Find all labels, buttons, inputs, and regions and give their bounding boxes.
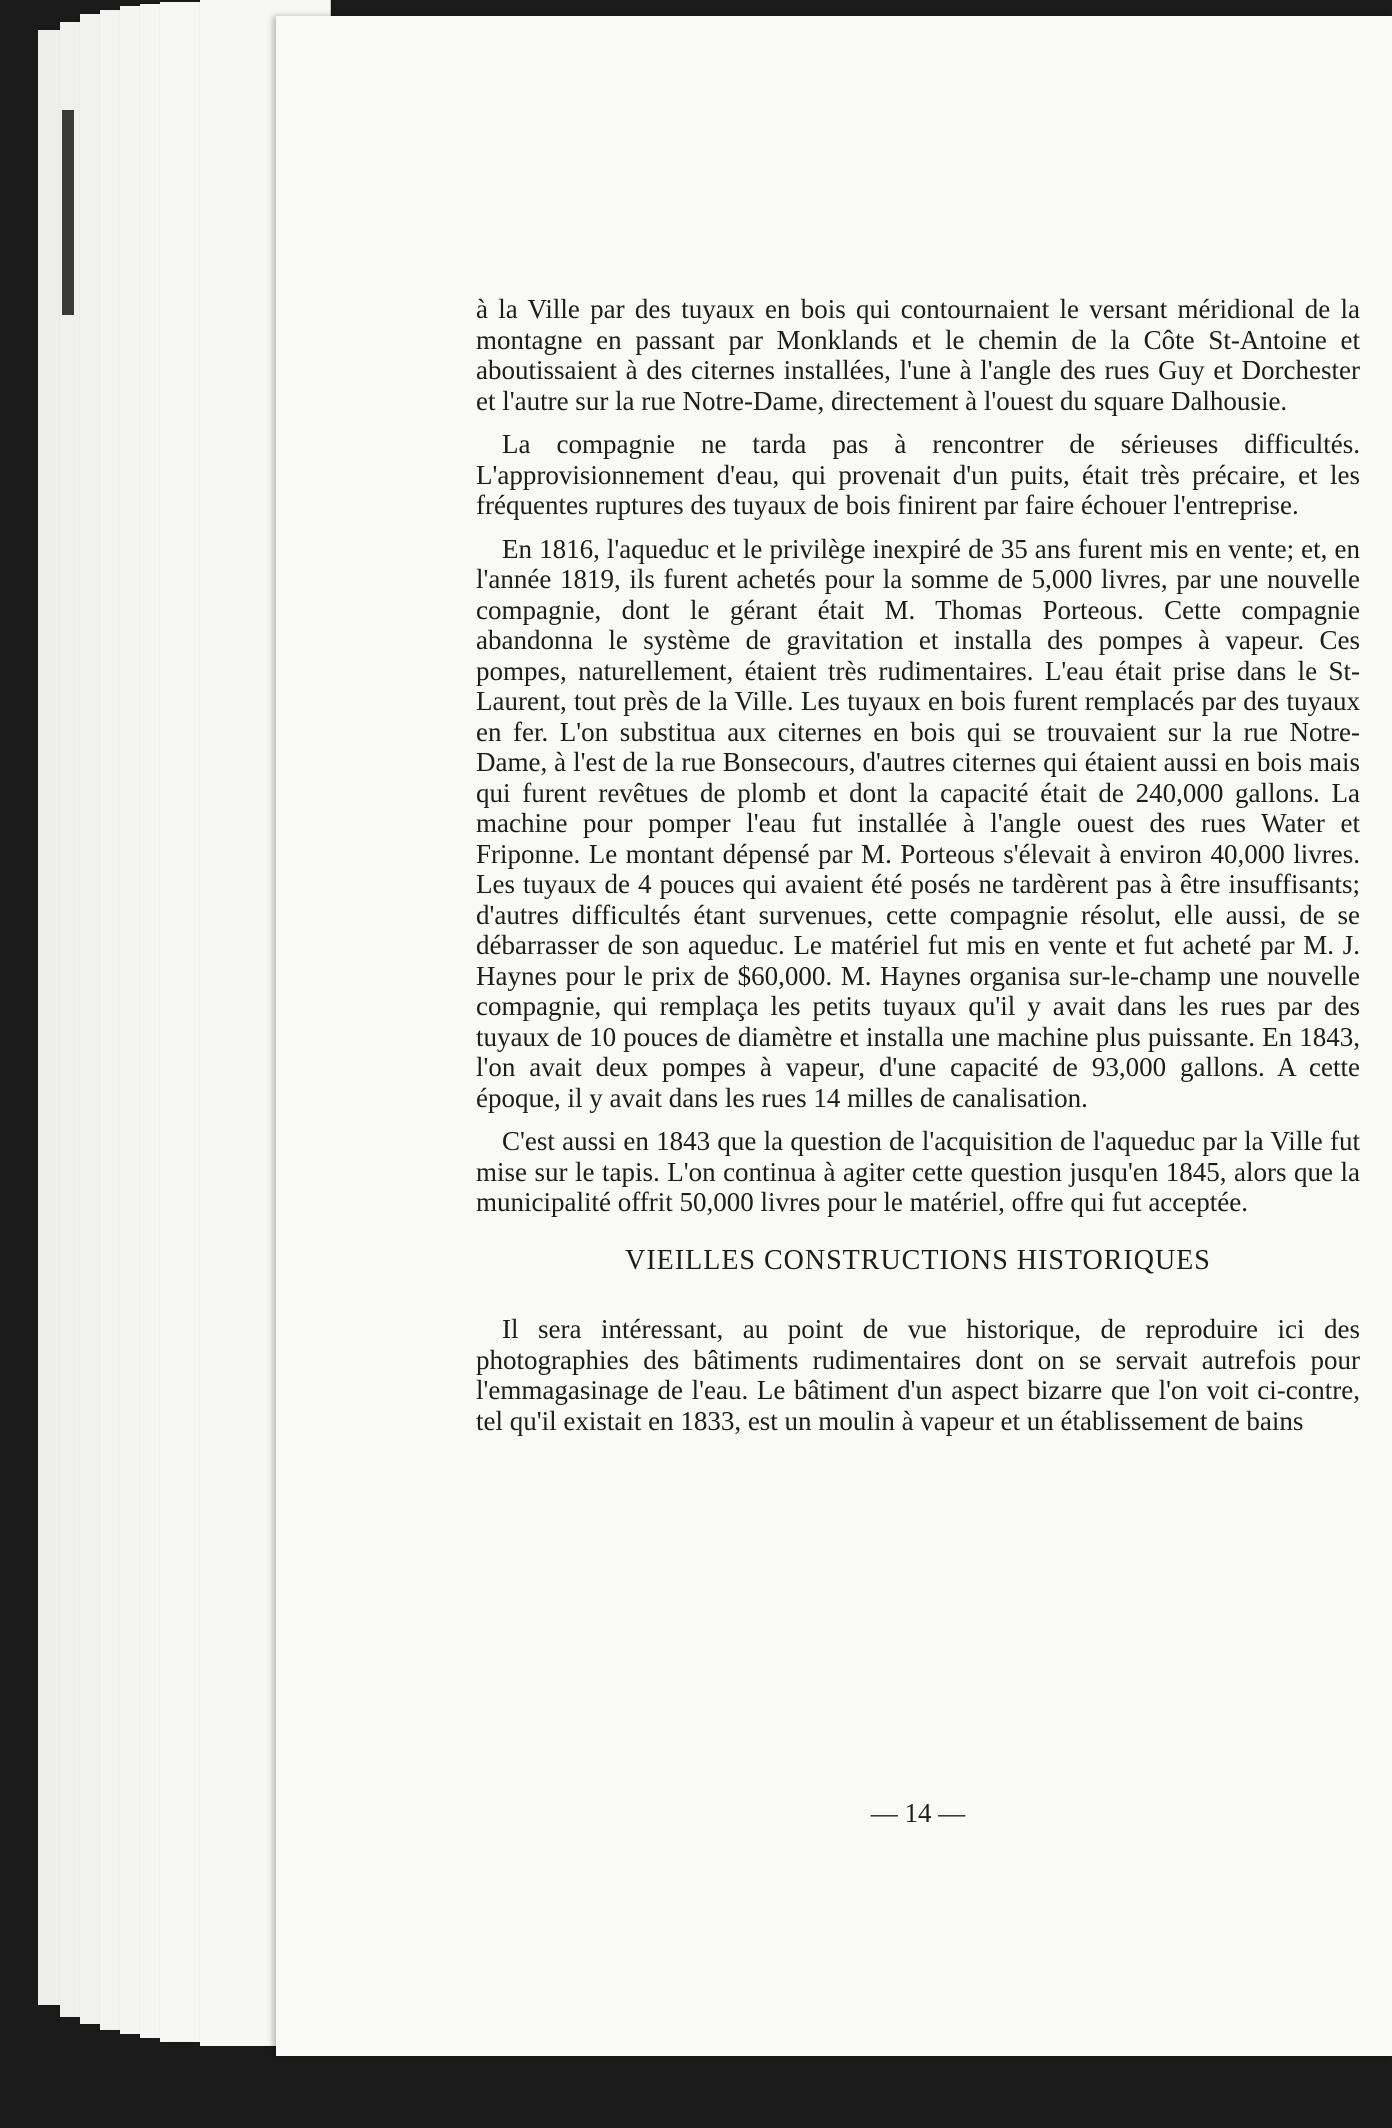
- page-number: — 14 —: [870, 1798, 966, 1828]
- spine-mark: [62, 110, 74, 315]
- paragraph-5: Il sera intéressant, au point de vue historique, de reproduire ici des photographies des bâtiments rudimentaires dont on se servait autrefois pour l'emmagasinage de l'eau. Le bâtiment d'un aspect bizarre que l'on voit ci-contre, tel qu'il existait en 1833, est un moulin à vapeur et un établissement de bains: [476, 1314, 1360, 1436]
- book-page: [276, 16, 1392, 2056]
- paragraph-3: En 1816, l'aqueduc et le privilège inexpiré de 35 ans furent mis en vente; et, en l'année 1819, ils furent achetés pour la somme de 5,000 livres, par une nouvelle compagnie, dont le gérant était M. Thomas Porteous. Cette compagnie abandonna le système de gravitation et installa des pompes à vapeur. Ces pompes, naturellement, étaient très rudimentaires. L'eau était prise dans le St-Laurent, tout près de la Ville. Les tuyaux en bois furent remplacés par des tuyaux en fer. L'on substitua aux citernes en bois qui se trouvaient sur la rue Notre-Dame, à l'est de la rue Bonsecours, d'autres citernes qui étaient aussi en bois mais qui furent revêtues de plomb et dont la capacité était de 240,000 gallons. La machine pour pomper l'eau fut installée à l'angle ouest des rues Water et Friponne. Le montant dépensé par M. Porteous s'élevait à environ 40,000 livres. Les tuyaux de 4 pouces qui avaient été posés ne tardèrent pas à être insuffisants; d'autres difficultés étant survenues, cette compagnie résolut, elle aussi, de se débarrasser de son aqueduc. Le matériel fut mis en vente et fut acheté par M. J. Haynes pour le prix de $60,000. M. Haynes organisa sur-le-champ une nouvelle compagnie, qui remplaça les petits tuyaux qu'il y avait dans les rues par des tuyaux de 10 pouces de diamètre et installa une machine plus puissante. En 1843, l'on avait deux pompes à vapeur, d'une capacité de 93,000 gallons. A cette époque, il y avait dans les rues 14 milles de canalisation.: [476, 533, 1360, 1113]
- paragraph-4: C'est aussi en 1843 que la question de l'acquisition de l'aqueduc par la Ville fut mise sur le tapis. L'on continua à agiter cette question jusqu'en 1845, alors que la municipalité offrit 50,000 livres pour le matériel, offre qui fut acceptée.: [476, 1126, 1360, 1217]
- paragraph-1: à la Ville par des tuyaux en bois qui contournaient le versant méridional de la montagne en passant par Monklands et le chemin de la Côte St-Antoine et aboutissaient à des citernes installées, l'une à l'angle des rues Guy et Dorchester et l'autre sur la rue Notre-Dame, directement à l'ouest du square Dalhousie.: [476, 294, 1360, 416]
- body-text: [476, 294, 1360, 1449]
- paragraph-2: La compagnie ne tarda pas à rencontrer de sérieuses difficultés. L'approvisionnement d'eau, qui provenait d'un puits, était très précaire, et les fréquentes ruptures des tuyaux de bois finirent par faire échouer l'entreprise.: [476, 429, 1360, 520]
- section-heading: VIEILLES CONSTRUCTIONS HISTORIQUES: [625, 1244, 1211, 1276]
